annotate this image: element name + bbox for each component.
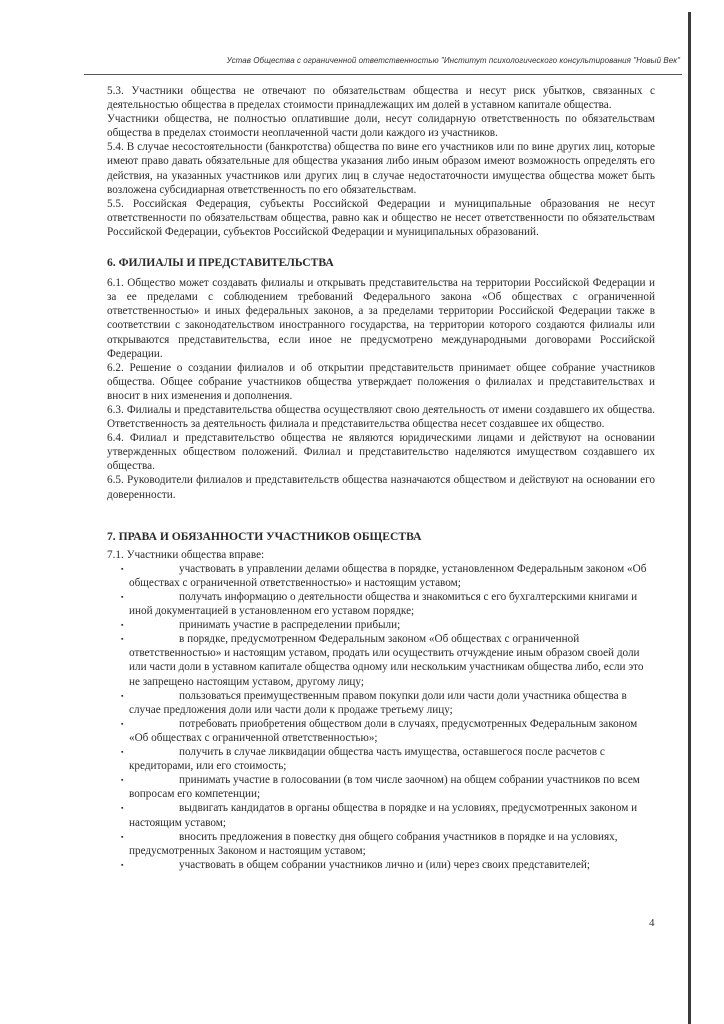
paragraph-5-5: 5.5. Российская Федерация, субъекты Российской Федерации и муниципальные образования не несут ответственности по обязательствам общества, равно как и общество не несет ответственности по обязательствам Российской Федерации, субъектов Российской Федерации и муниципальных образований. [107,197,655,238]
running-header: Устав Общества с ограниченной ответственностью "Институт психологического консультирования "Новый Век" [226,56,680,65]
paragraph-5-3: 5.3. Участники общества не отвечают по обязательствам общества и несут риск убытков, связанных с деятельностью общества в пределах стоимости принадлежащих им долей в уставном капитале общества. [107,85,655,112]
paragraph-7-1-intro: 7.1. Участники общества вправе: [107,548,265,561]
list-item: ▪ участвовать в управлении делами общества в порядке, установленном Федеральным законом «Об обществах с ограниченной ответственностью» и настоящим уставом; [121,562,647,589]
list-item: ▪ в порядке, предусмотренном Федеральным законом «Об обществах с ограниченной ответственностью» и настоящим уставом, продать или осуществить отчуждение иным образом своей доли или части доли в уставном капитале общества одному или нескольким участникам общества либо, если это не запрещено настоящим уставом, другому лицу; [121,633,644,688]
list-item: ▪ принимать участие в распределении прибыли; [121,619,401,632]
bullet-icon: ▪ [121,635,124,644]
bullet-icon: ▪ [121,776,124,785]
list-item: ▪ выдвигать кандидатов в органы общества в порядке и на условиях, предусмотренных законом и настоящим уставом; [121,802,638,829]
bullet-icon: ▪ [121,719,124,728]
bullet-icon: ▪ [121,860,124,869]
list-item: ▪ участвовать в общем собрании участников лично и (или) через своих представителей; [121,858,591,871]
list-item: ▪ пользоваться преимущественным правом покупки доли или части доли участника общества в случае предложения доли или части доли к продаже третьему лицу; [121,689,627,716]
paragraph-5-4: 5.4. В случае несостоятельности (банкротства) общества по вине его участников или по вине других лиц, которые имеют право давать обязательные для общества указания либо иным образом имеют возможность определять его действия, на указанных участников или других лиц в случае недостаточности имущества общества может быть возложена субсидиарная ответственность по его обязательствам. [107,141,655,196]
document-body [107,84,655,872]
list-item: ▪ принимать участие в голосовании (в том числе заочном) на общем собрании участников по всем вопросам его компетенции; [121,774,640,801]
section-6-heading: 6. ФИЛИАЛЫ И ПРЕДСТАВИТЕЛЬСТВА [107,256,334,270]
paragraph-6-1: 6.1. Общество может создавать филиалы и открывать представительства на территории Российской Федерации и за ее пределами с соблюдением требований Федерального закона «Об обществах с ограниченной ответственностью» и иных федеральных законов, а за пределами территории Российской Федерации также в соответствии с законодательством иностранного государства, на территории которого создаются филиалы или открываются представительства, если иное не предусмотрено международными договорами Российской Федерации. [107,277,655,360]
list-item: ▪ вносить предложения в повестку дня общего собрания участников в порядке и на условиях, предусмотренных Законом и настоящим уставом; [121,830,618,857]
list-item: ▪ получить в случае ликвидации общества часть имущества, оставшегося после расчетов с кредиторами, или его стоимость; [121,746,605,773]
bullet-icon: ▪ [121,748,124,757]
bullet-icon: ▪ [121,621,124,630]
paragraph-6-5: 6.5. Руководители филиалов и представительств общества назначаются обществом и действуют на основании его доверенности. [107,474,655,501]
bullet-icon: ▪ [121,804,124,813]
header-rule [84,74,682,75]
paragraph-6-4: 6.4. Филиал и представительство общества не являются юридическими лицами и действуют на основании утвержденных обществом положений. Филиал и представительство наделяются имуществом создавшего их общества. [107,432,655,473]
section-7-heading: 7. ПРАВА И ОБЯЗАННОСТИ УЧАСТНИКОВ ОБЩЕСТВА [107,529,422,543]
bullet-icon: ▪ [121,593,124,601]
list-item: ▪ потребовать приобретения обществом доли в случаях, предусмотренных Федеральным законом «Об обществах с ограниченной ответственностью»; [121,717,638,744]
bullet-icon: ▪ [121,564,124,573]
paragraph-6-2: 6.2. Решение о создании филиалов и об открытии представительств принимает общее собрание участников общества. Общее собрание участников общества утверждает положения о филиалах и представительствах и вносит в них изменения и дополнения. [107,361,655,402]
bullet-icon: ▪ [121,691,124,700]
page-number: 4 [649,917,655,929]
paragraph-5-3-cont: Участники общества, не полностью оплатившие доли, несут солидарную ответственность по обязательствам общества в пределах стоимости неоплаченной части доли каждого из участников. [107,113,655,140]
paragraph-6-3: 6.3. Филиалы и представительства общества осуществляют свою деятельность от имени создавшего их общества. Ответственность за деятельность филиала и представительства общества несет создавшее их общество. [107,403,655,431]
list-item: ▪ получать информацию о деятельности общества и знакомиться с его бухгалтерскими книгами и иной документацией в установленном его уставом порядке; [121,591,638,618]
scan-edge-line [688,12,691,1024]
rights-list [107,562,655,872]
bullet-icon: ▪ [121,832,124,841]
